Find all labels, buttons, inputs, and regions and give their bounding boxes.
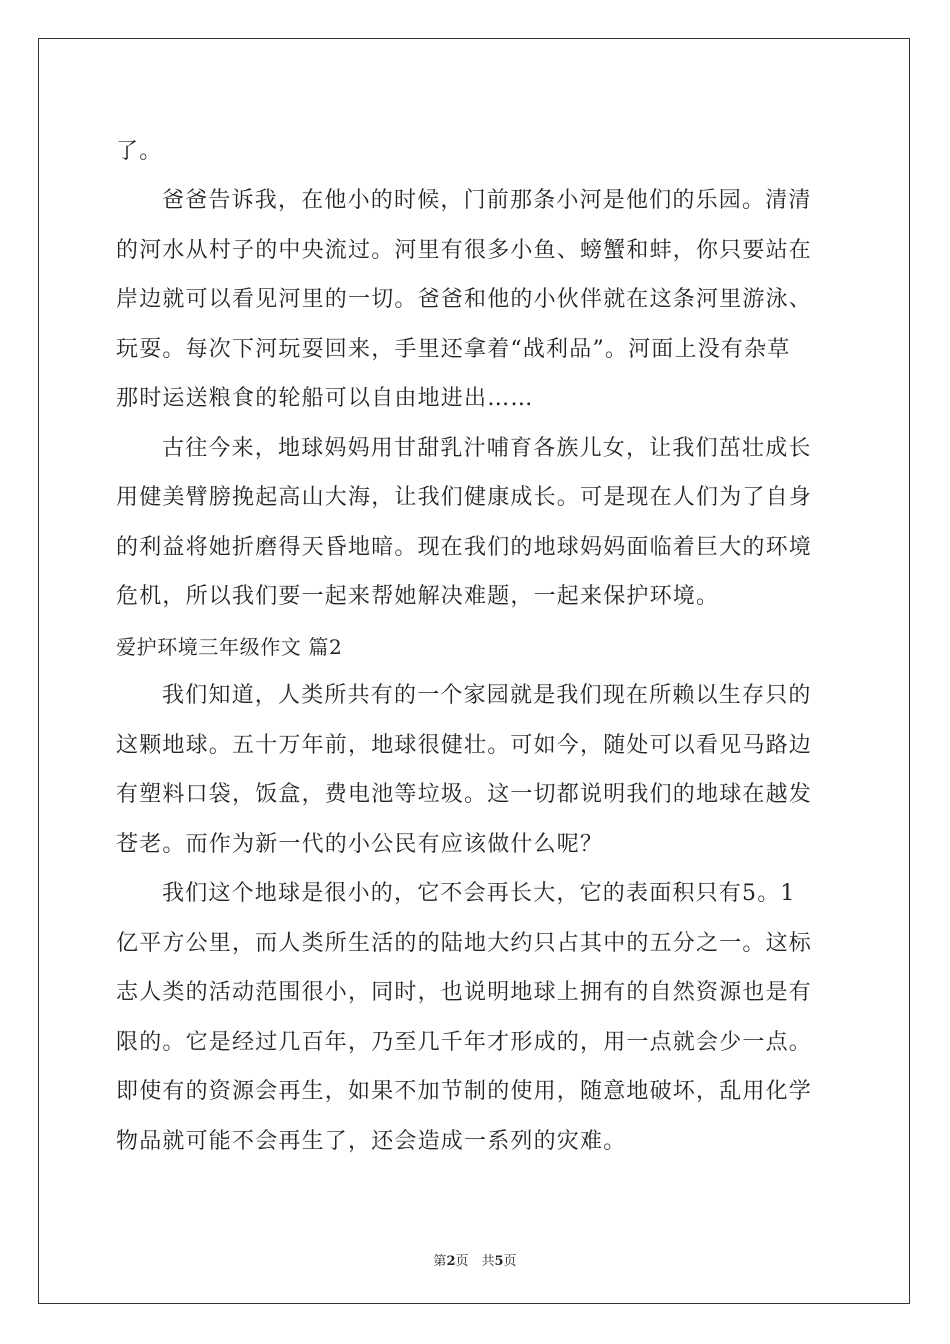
text-line: 即使有的资源会再生，如果不加节制的使用，随意地破坏，乱用化学 xyxy=(116,1079,813,1104)
text-line: 玩耍。每次下河玩耍回来，手里还拿着“战利品”。河面上没有杂草 xyxy=(116,337,791,362)
text-line: 志人类的活动范围很小，同时，也说明地球上拥有的自然资源也是有 xyxy=(116,980,813,1005)
current-page-number: 2 xyxy=(446,1254,456,1269)
page-suffix: 页 xyxy=(503,1254,517,1269)
text-line: 苍老。而作为新一代的小公民有应该做什么呢？ xyxy=(116,832,604,857)
paragraph-start: 爸爸告诉我，在他小的时候，门前那条小河是他们的乐园。清清 xyxy=(162,188,812,213)
text-line: 的利益将她折磨得天昏地暗。现在我们的地球妈妈面临着巨大的环境 xyxy=(116,535,813,560)
text-line: 亿平方公里，而人类所生活的的陆地大约只占其中的五分之一。这标 xyxy=(116,931,813,956)
paragraph-start: 我们这个地球是很小的，它不会再长大，它的表面积只有5。1 xyxy=(162,881,796,906)
text-line: 岸边就可以看见河里的一切。爸爸和他的小伙伴就在这条河里游泳、 xyxy=(116,287,813,312)
total-pages-number: 5 xyxy=(494,1254,504,1269)
text-line: 那时运送粮食的轮船可以自由地进出…… xyxy=(116,386,534,411)
paragraph-start: 我们知道，人类所共有的一个家园就是我们现在所赖以生存只的 xyxy=(162,683,812,708)
text-line: 的河水从村子的中央流过。河里有很多小鱼、螃蟹和蚌，你只要站在 xyxy=(116,238,813,263)
paragraph-start: 古往今来，地球妈妈用甘甜乳汁哺育各族儿女，让我们茁壮成长 xyxy=(162,436,812,461)
section-heading: 爱护环境三年级作文 篇2 xyxy=(116,635,343,659)
text-line: 用健美臂膀挽起高山大海，让我们健康成长。可是现在人们为了自身 xyxy=(116,485,813,510)
text-line: 有塑料口袋，饭盒，费电池等垃圾。这一切都说明我们的地球在越发 xyxy=(116,782,813,807)
page-prefix: 第 xyxy=(433,1254,447,1269)
page-mid: 页 共 xyxy=(455,1254,495,1269)
page-footer xyxy=(0,1250,950,1269)
text-line: 物品就可能不会再生了，还会造成一系列的灾难。 xyxy=(116,1129,627,1154)
text-line: 了。 xyxy=(116,139,163,164)
text-line: 这颗地球。五十万年前，地球很健壮。可如今，随处可以看见马路边 xyxy=(116,733,813,758)
page-border xyxy=(38,38,910,1304)
text-line: 危机，所以我们要一起来帮她解决难题，一起来保护环境。 xyxy=(116,584,720,609)
text-line: 限的。它是经过几百年，乃至几千年才形成的，用一点就会少一点。 xyxy=(116,1030,813,1055)
